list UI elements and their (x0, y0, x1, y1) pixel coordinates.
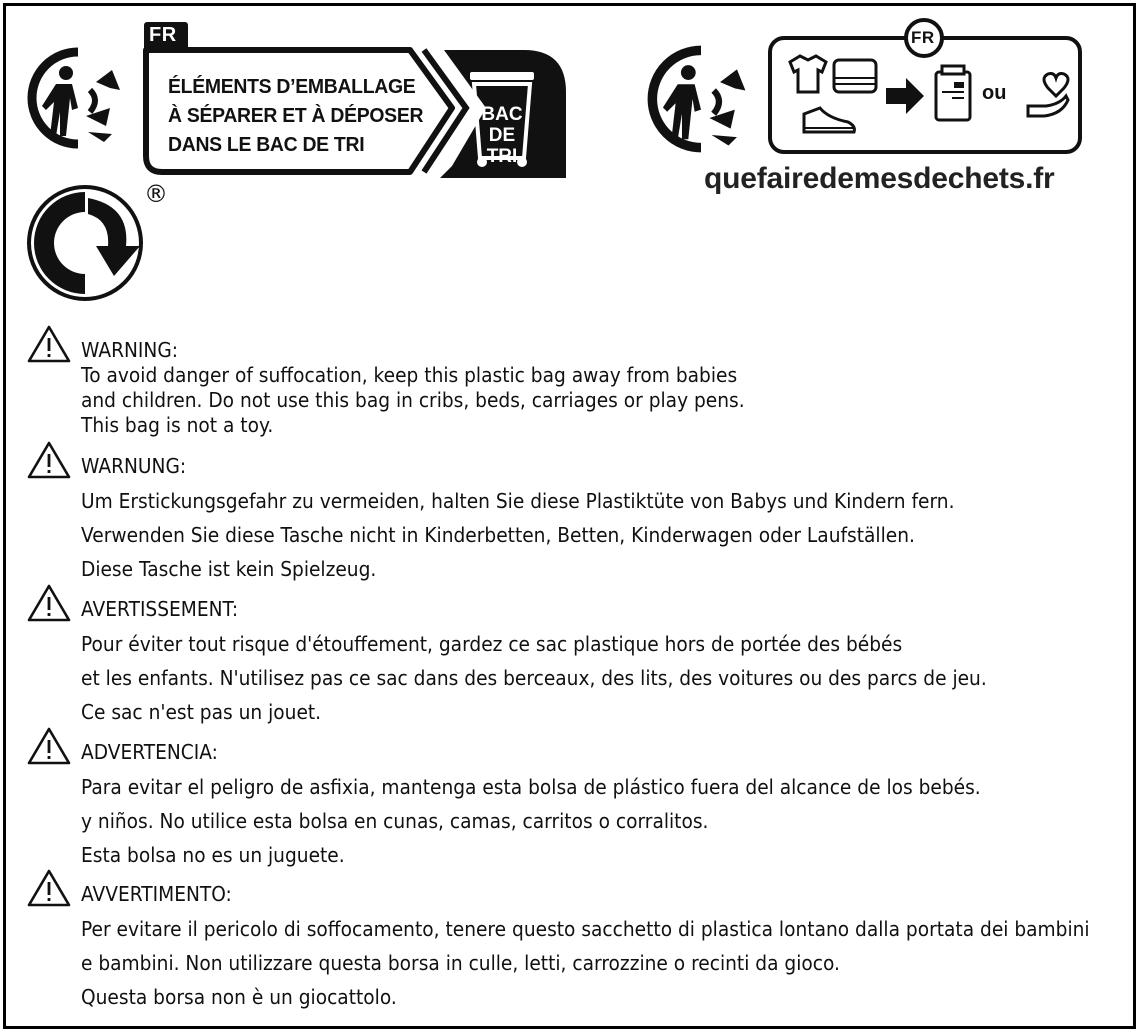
warning-text-line: Um Erstickungsgefahr zu vermeiden, halten Sie diese Plastiktüte von Babys und Kindern fern. (81, 489, 955, 513)
triman-country-tag: FR (149, 24, 177, 46)
warning-triangle-icon (26, 440, 72, 484)
triman-line-1: ÉLÉMENTS D’EMBALLAGE (168, 76, 416, 98)
textile-sorting-box (768, 18, 1084, 158)
bin-label (480, 104, 524, 167)
warning-text-line: Verwenden Sie diese Tasche nicht in Kinderbetten, Betten, Kinderwagen oder Laufställen. (81, 523, 915, 547)
warning-text-line: Questa borsa non è un giocattolo. (81, 985, 397, 1009)
warning-title: WARNUNG: (81, 454, 187, 478)
warning-text-line: This bag is not a toy. (81, 413, 274, 437)
warning-title: WARNING: (81, 338, 179, 362)
triman-icon-right (646, 44, 756, 154)
warning-text-line: and children. Do not use this bag in cribs, beds, carriages or play pens. (81, 388, 745, 412)
triman-info-block (140, 18, 570, 180)
textile-country-tag: FR (911, 28, 935, 47)
triman-recycle-logo (26, 46, 130, 150)
warning-text-line: Esta bolsa no es un juguete. (81, 843, 345, 867)
warning-title: AVVERTIMENTO: (81, 882, 232, 906)
warning-text-line: Pour éviter tout risque d'étouffement, gardez ce sac plastique hors de portée des bébés (81, 632, 903, 656)
triman-line-3: DANS LE BAC DE TRI (168, 134, 365, 156)
warning-text-line: y niños. No utilice esta bolsa en cunas, camas, carritos o corralitos. (81, 809, 709, 833)
warning-title: ADVERTENCIA: (81, 740, 218, 764)
warning-text-line: et les enfants. N'utilisez pas ce sac dans des berceaux, des lits, des voitures ou des parcs de jeu. (81, 666, 987, 690)
registered-mark: ® (144, 180, 168, 208)
or-text: ou (982, 82, 1007, 104)
bin-label-line-3: TRI (486, 146, 518, 167)
triman-line-2: À SÉPARER ET À DÉPOSER (168, 105, 424, 127)
warning-triangle-icon (26, 324, 72, 368)
warning-text-line: Ce sac n'est pas un jouet. (81, 700, 322, 724)
info-website: quefairedemesdechets.fr (704, 162, 1055, 195)
warning-triangle-icon (26, 726, 72, 770)
warning-text-line: Per evitare il pericolo di soffocamento, tenere questo sacchetto di plastica lontano dalla portata dei bambini (81, 917, 1090, 941)
triman-icon (26, 46, 130, 150)
warning-triangle-icon (26, 868, 72, 912)
bin-label-line-2: DE (488, 125, 516, 146)
warning-title: AVERTISSEMENT: (81, 597, 239, 621)
warning-text-line: e bambini. Non utilizzare questa borsa in culle, letti, carrozzine o recinti da gioco. (81, 951, 840, 975)
triman-instruction-text (168, 73, 431, 160)
green-dot-logo (26, 184, 144, 302)
warning-text-line: Para evitar el peligro de asfixia, mantenga esta bolsa de plástico fuera del alcance de los bebés. (81, 775, 981, 799)
warning-text-line: Diese Tasche ist kein Spielzeug. (81, 557, 377, 581)
warning-triangle-icon (26, 583, 72, 627)
green-dot-icon (26, 184, 144, 302)
triman-recycle-logo-right (646, 44, 756, 154)
warning-text-line: To avoid danger of suffocation, keep this plastic bag away from babies (81, 363, 738, 387)
bin-label-line-1: BAC (481, 104, 523, 125)
